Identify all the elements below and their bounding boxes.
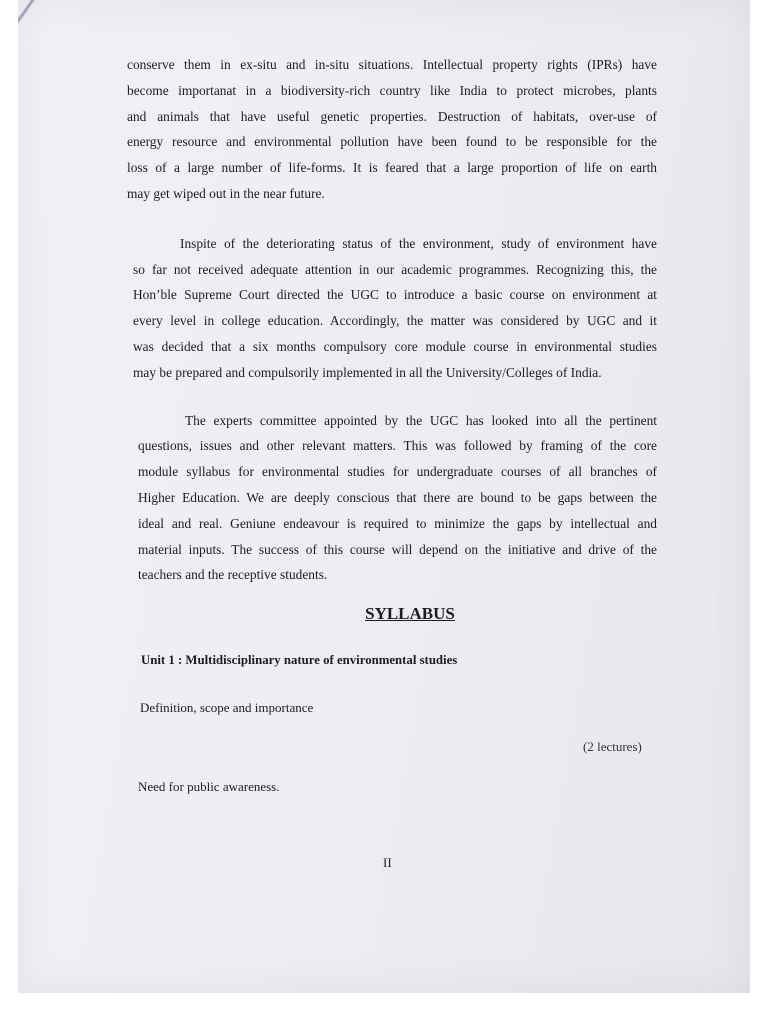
topic-definition: Definition, scope and importance	[140, 700, 314, 715]
paragraph-3	[127, 408, 657, 589]
text-line: loss of a large number of life-forms. It is feared that a large proportion of life on earth	[127, 160, 657, 176]
text-line: Higher Education. We are deeply conscious that there are bound to be gaps between the	[138, 489, 657, 505]
paragraph-1	[127, 52, 657, 207]
text-line: and animals that have useful genetic properties. Destruction of habitats, over-use of	[127, 108, 657, 124]
lecture-count: (2 lectures)	[583, 739, 642, 754]
text-line: may get wiped out in the near future.	[127, 185, 325, 201]
body-text	[127, 52, 657, 588]
unit-title: Unit 1 : Multidisciplinary nature of environmental studies	[141, 653, 458, 667]
text-line: material inputs. The success of this course will depend on the initiative and drive of the	[138, 541, 657, 557]
text-line: Hon’ble Supreme Court directed the UGC to introduce a basic course on environment at	[133, 287, 657, 303]
text-line: may be prepared and compulsorily implemented in all the University/Colleges of India.	[133, 364, 602, 380]
text-line: was decided that a six months compulsory core module course in environmental studies	[133, 338, 657, 354]
page-number: II	[383, 855, 392, 870]
text-line: ideal and real. Geniune endeavour is required to minimize the gaps by intellectual and	[138, 515, 657, 531]
text-line: so far not received adequate attention in our academic programmes. Recognizing this, the	[133, 261, 657, 277]
text-line: Inspite of the deteriorating status of the environment, study of environment have	[180, 235, 657, 251]
syllabus-heading: SYLLABUS	[365, 604, 455, 623]
text-line: every level in college education. Accordingly, the matter was considered by UGC and it	[133, 313, 657, 329]
text-line: conserve them in ex-situ and in-situ situations. Intellectual property rights (IPRs) have	[127, 57, 657, 72]
fold-edge-line	[18, 0, 40, 65]
text-line: energy resource and environmental pollution have been found to be responsible for the	[127, 134, 657, 150]
text-line: The experts committee appointed by the UGC has looked into all the pertinent	[185, 412, 657, 428]
text-line: module syllabus for environmental studies for undergraduate courses of all branches of	[138, 464, 657, 480]
text-line: questions, issues and other relevant matters. This was followed by framing of the core	[138, 438, 657, 454]
page-corner-fold	[18, 0, 78, 80]
text-line: teachers and the receptive students.	[138, 567, 328, 583]
paragraph-2	[127, 231, 657, 386]
text-line: become importanat in a biodiversity-rich country like India to protect microbes, plants	[127, 82, 657, 98]
topic-public-awareness: Need for public awareness.	[138, 779, 280, 794]
